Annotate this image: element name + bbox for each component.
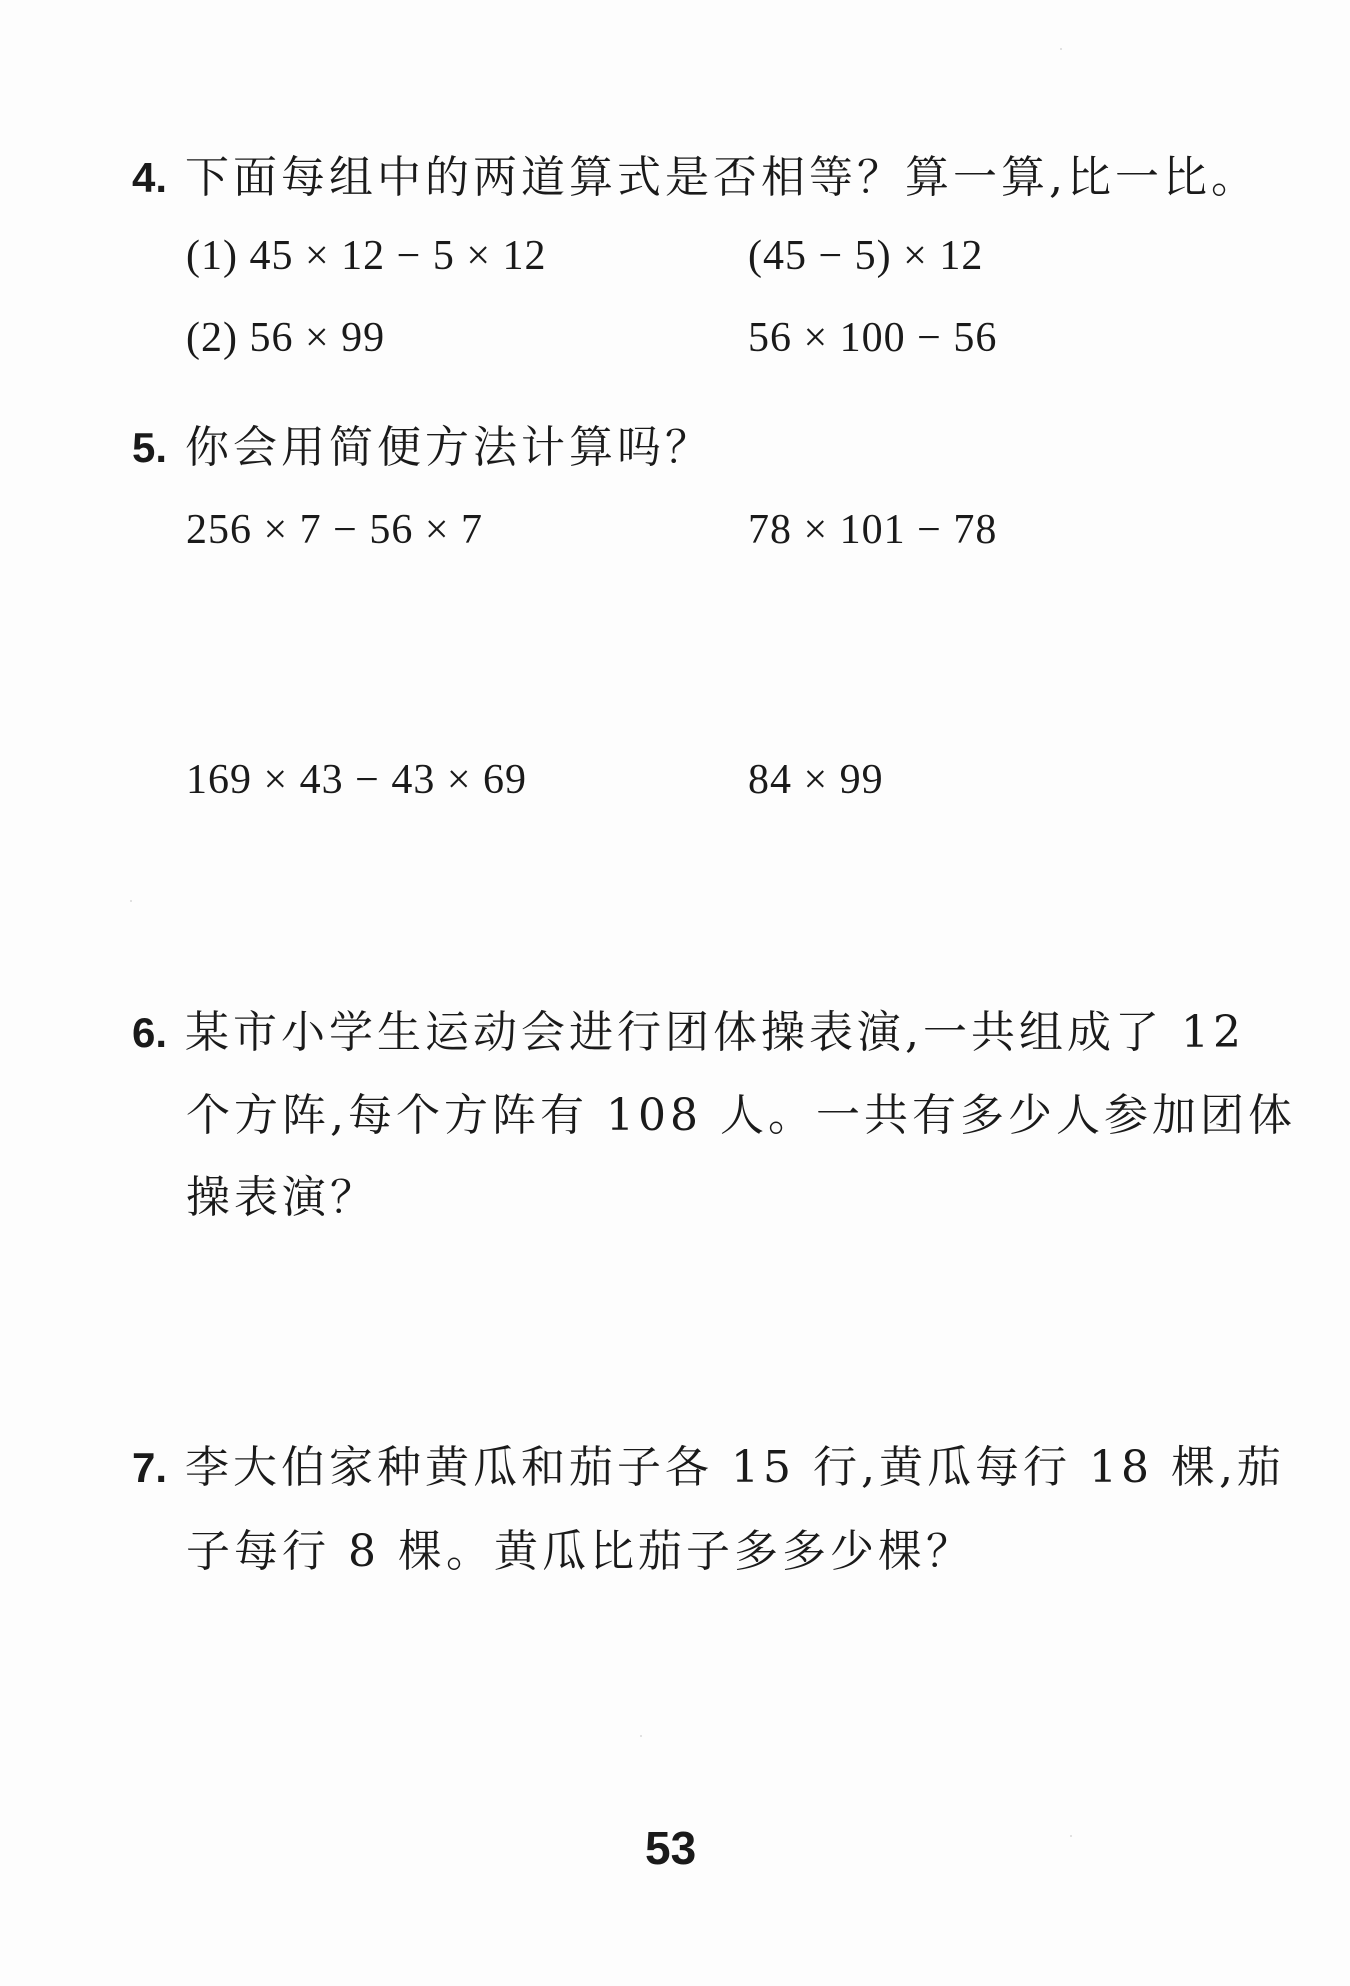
q5-expression-3: 169 × 43 − 43 × 69: [186, 757, 528, 803]
q5-expression-1: 256 × 7 − 56 × 7: [186, 507, 484, 553]
scan-speck: [640, 1735, 642, 1737]
question-5-number: 5.: [132, 424, 168, 471]
question-7-number: 7.: [132, 1444, 168, 1491]
scan-speck: [1070, 1835, 1072, 1837]
question-6-text-3: 操表演？: [186, 1172, 378, 1223]
question-7-text-1: 李大伯家种黄瓜和茄子各 15 行,黄瓜每行 18 棵,茄: [185, 1442, 1285, 1493]
question-6-line-1: [132, 1005, 1245, 1061]
question-4-stem: 下面每组中的两道算式是否相等？算一算,比一比。: [185, 152, 1260, 203]
question-6-text-2: 个方阵,每个方阵有 108 人。一共有多少人参加团体: [186, 1090, 1296, 1141]
question-4-stem-line: [132, 150, 1259, 206]
page-number: 53: [645, 1822, 697, 1874]
question-6-number: 6.: [132, 1009, 168, 1056]
q4-pair1-left-expression: (1) 45 × 12 − 5 × 12: [186, 233, 547, 279]
question-6-text-1: 某市小学生运动会进行团体操表演,一共组成了 12: [185, 1007, 1245, 1058]
q4-pair2-right-expression: 56 × 100 − 56: [748, 315, 998, 361]
scan-speck: [1060, 48, 1062, 50]
question-5-stem-line: [132, 420, 713, 476]
q4-pair2-left-expression: (2) 56 × 99: [186, 315, 386, 361]
question-7-text-2: 子每行 8 棵。黄瓜比茄子多多少棵？: [186, 1526, 974, 1577]
q4-pair1-right-expression: (45 − 5) × 12: [748, 233, 984, 279]
question-5-stem: 你会用简便方法计算吗？: [185, 422, 714, 473]
question-7-line-1: [132, 1440, 1285, 1496]
scan-speck: [130, 900, 132, 902]
question-4-number: 4.: [132, 154, 168, 201]
q5-expression-4: 84 × 99: [748, 757, 884, 803]
q5-expression-2: 78 × 101 − 78: [748, 507, 998, 553]
